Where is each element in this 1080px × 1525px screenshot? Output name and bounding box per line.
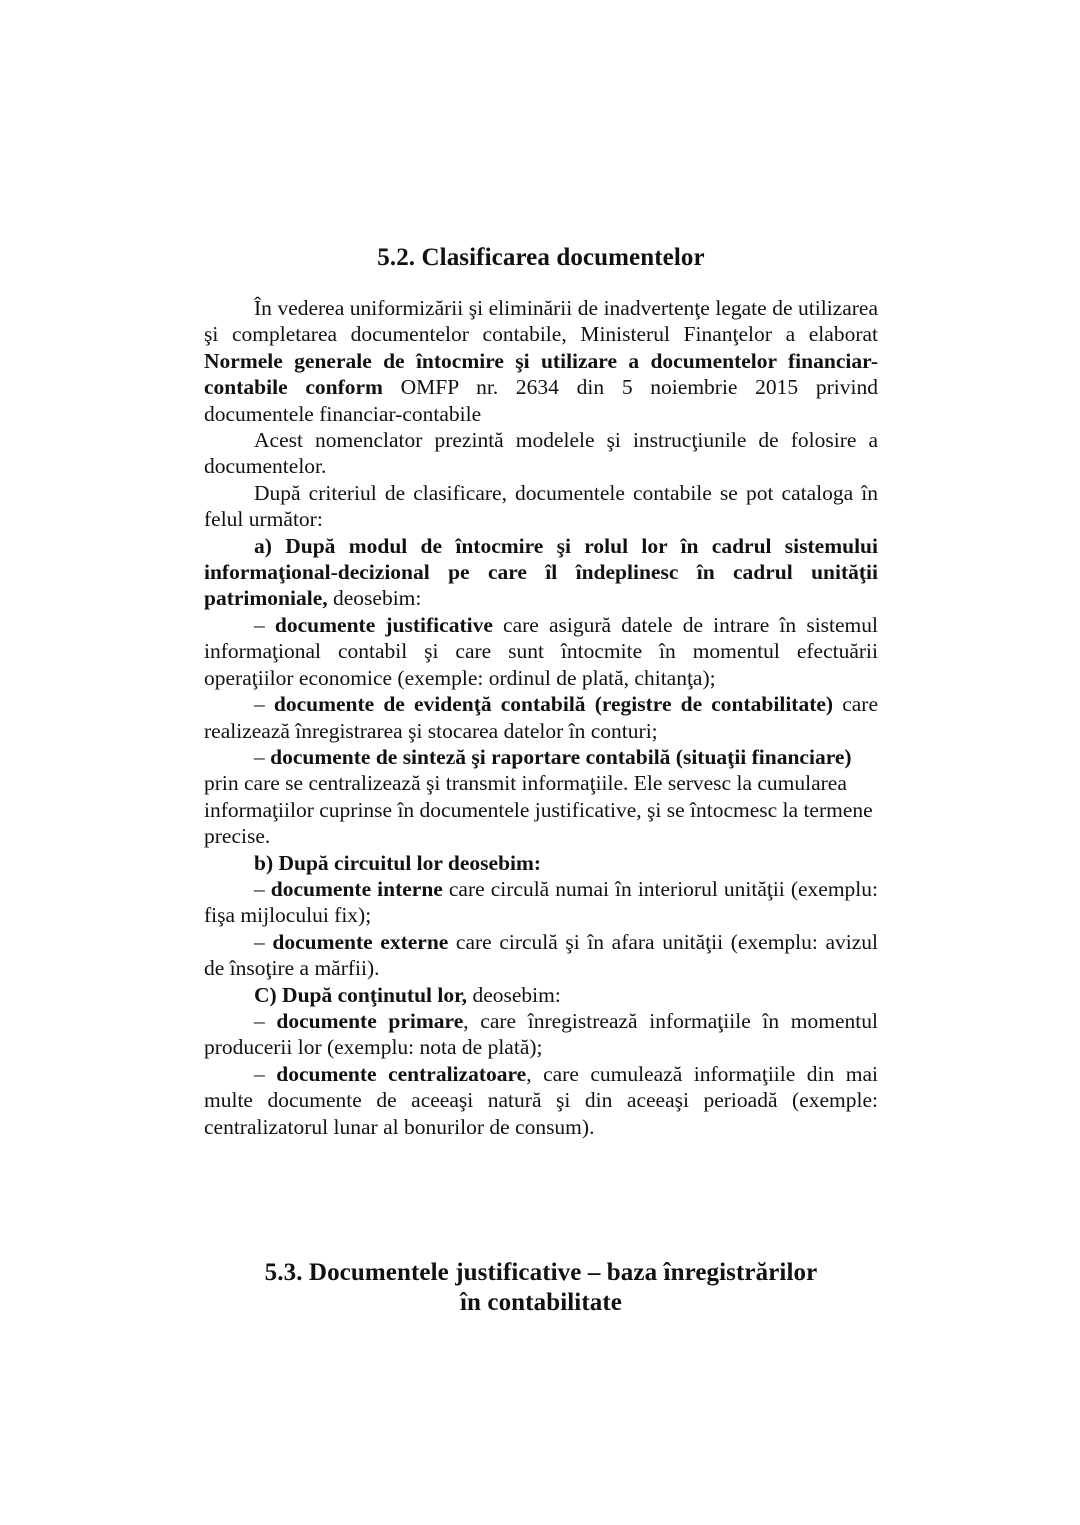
centralizatoare-bold-term: documente centralizatoare: [276, 1061, 527, 1086]
list-item-documente-interne: [204, 876, 878, 929]
paragraph-item-a: [204, 533, 878, 612]
en-dash-icon: –: [254, 744, 271, 769]
externe-bold-term: documente externe: [272, 929, 449, 954]
paragraph-item-b: [204, 850, 878, 876]
paragraph-item-c: [204, 982, 878, 1008]
paragraph-intro: [204, 295, 878, 427]
item-b-bold-label: b) După circuitul lor deosebim:: [254, 850, 542, 875]
en-dash-icon: –: [254, 1008, 277, 1033]
en-dash-icon: –: [254, 1061, 277, 1086]
item-c-rest: deosebim:: [467, 982, 561, 1007]
paragraph-criteriu: După criteriul de clasificare, documentele contabile se pot cataloga în felul următor:: [204, 480, 878, 532]
externe-description: care circulă şi în afara unităţii (exemplu: avizul de însoţire a mărfii).: [204, 929, 879, 981]
en-dash-icon: –: [254, 876, 271, 901]
page-title-5-2: 5.2. Clasificarea documentelor: [377, 244, 705, 271]
page-title-5-3: [204, 1258, 878, 1318]
list-item-documente-externe: [204, 929, 878, 982]
interne-description: care circulă numai în interiorul unităţii (exemplu: fişa mijlocului fix);: [204, 876, 878, 928]
item-a-bold-label: a) După modul de întocmire şi rolul lor în cadrul sistemului informaţional-decizional pe care îl îndeplinesc în cadrul unităţii patrimoniale,: [204, 533, 878, 611]
paragraph-nomenclator: Acest nomenclator prezintă modelele şi instrucţiunile de folosire a documentelor.: [204, 428, 878, 479]
section-spacer: [204, 1140, 878, 1258]
item-a-rest: deosebim:: [327, 586, 422, 611]
justificative-description: care asigură datele de intrare în sistemul informaţional contabil şi care sunt întocmite în momentul efectuării operaţiilor economice (exemple: ordinul de plată, chitanţa);: [204, 612, 878, 690]
evidenta-bold-term: documente de evidenţă contabilă (registre de contabilitate): [273, 692, 834, 717]
heading-5-3-line-2: în contabilitate: [459, 1289, 622, 1316]
centralizatoare-description: , care cumulează informaţiile din mai multe documente de aceeaşi natură şi din aceeaşi perioadă (exemple: centralizatorul lunar al bonurilor de consum).: [204, 1061, 879, 1139]
primare-bold-term: documente primare: [276, 1008, 464, 1033]
intro-bold-normele: Normele generale de întocmire şi utilizare a documentelor financiar-contabile conform: [204, 348, 878, 400]
list-item-documente-evidenta: [204, 691, 878, 744]
justificative-bold-term: documente justificative: [274, 612, 493, 637]
primare-description: , care înregistrează informaţiile în momentul producerii lor (exemplu: nota de plată);: [204, 1008, 878, 1060]
evidenta-description: care realizează înregistrarea şi stocarea datelor în conturi;: [204, 692, 878, 743]
list-item-documente-centralizatoare: [204, 1061, 878, 1140]
interne-bold-term: documente interne: [270, 876, 443, 901]
list-item-documente-primare: [204, 1008, 878, 1061]
item-c-bold-label: C) După conţinutul lor,: [254, 982, 468, 1007]
list-item-documente-sinteza: [204, 744, 878, 850]
sinteza-description: prin care se centralizează şi transmit informaţiile. Ele servesc la cumularea informaţiilor cuprinse în documentele justificative, şi se întocmesc la termene precise.: [204, 771, 873, 849]
en-dash-icon: –: [254, 692, 274, 717]
intro-text-part2: OMFP nr. 2634 din 5 noiembrie 2015 privind documentele financiar-contabile: [204, 375, 878, 426]
en-dash-icon: –: [254, 612, 275, 637]
sinteza-bold-term: documente de sinteză şi raportare contabilă (situaţii financiare): [270, 744, 852, 769]
heading-5-3-line-1: 5.3. Documentele justificative – baza înregistrărilor: [264, 1259, 818, 1286]
text-column: [204, 243, 878, 1318]
intro-text-part1: În vederea uniformizării şi eliminării de inadvertenţe legate de utilizarea şi completarea documentelor contabile, Ministerul Finanţelor a elaborat: [204, 296, 878, 347]
en-dash-icon: –: [254, 929, 273, 954]
list-item-documente-justificative: [204, 612, 878, 691]
